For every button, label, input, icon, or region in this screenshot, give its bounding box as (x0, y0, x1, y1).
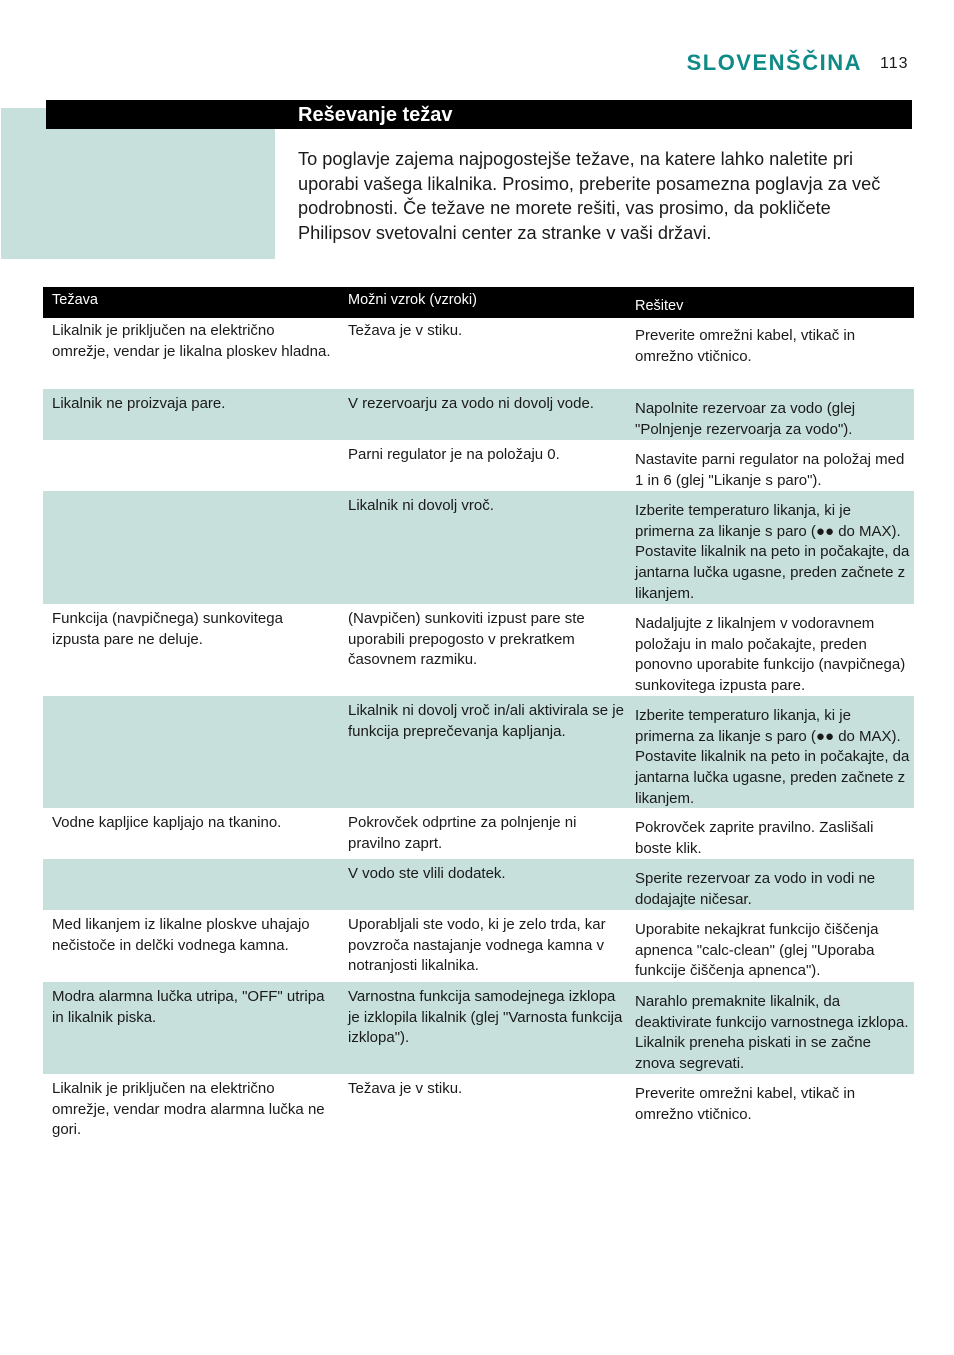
table-row (43, 440, 914, 491)
table-row (43, 318, 914, 389)
cause-cell: Likalnik ni dovolj vroč in/ali aktivirala se je funkcija preprečevanja kapljanja. (348, 702, 624, 740)
table-row (43, 859, 914, 910)
solution-cell: Narahlo premaknite likalnik, da deaktivirate funkcijo varnostnega izklopa. Likalnik preneha piskati in se začne znova segrevati. (635, 993, 909, 1073)
language-label: SLOVENŠČINA (686, 50, 862, 75)
problem-cell: Funkcija (navpičnega) sunkovitega izpusta pare ne deluje. (52, 610, 283, 648)
cause-cell: Parni regulator je na položaju 0. (348, 446, 560, 463)
table-row (43, 910, 914, 982)
table-row (43, 491, 914, 604)
problem-cell: Vodne kapljice kapljajo na tkanino. (52, 814, 282, 831)
table-row (43, 1074, 914, 1146)
decorative-side-box (1, 108, 275, 259)
header-cause: Možni vzrok (vzroki) (348, 292, 477, 308)
solution-cell: Nastavite parni regulator na položaj med 1 in 6 (glej "Likanje s paro"). (635, 451, 905, 489)
solution-cell: Preverite omrežni kabel, vtikač in omrežno vtičnico. (635, 1085, 856, 1123)
solution-cell: Sperite rezervoar za vodo in vodi ne dodajajte ničesar. (635, 870, 876, 908)
page-number: 113 (880, 55, 909, 72)
problem-cell: Likalnik je priključen na električno omrežje, vendar je likalna ploskev hladna. (52, 322, 331, 360)
cause-cell: V vodo ste vlili dodatek. (348, 865, 506, 882)
solution-cell: Pokrovček zaprite pravilno. Zaslišali boste klik. (635, 819, 874, 857)
solution-cell: Napolnite rezervoar za vodo (glej "Polnjenje rezervoarja za vodo"). (635, 400, 856, 438)
cause-cell: Uporabljali ste vodo, ki je zelo trda, kar povzroča nastajanje vodnega kamna v notranjosti likalnika. (348, 916, 606, 975)
table-row (43, 604, 914, 696)
section-title-bar (46, 100, 912, 129)
cause-cell: Likalnik ni dovolj vroč. (348, 497, 494, 514)
cause-cell: (Navpičen) sunkoviti izpust pare ste uporabili prepogosto v prekratkem časovnem razmiku. (348, 610, 585, 669)
problem-cell: Med likanjem iz likalne ploskve uhajajo nečistoče in delčki vodnega kamna. (52, 916, 310, 954)
troubleshooting-table (43, 287, 914, 1146)
solution-cell: Nadaljujte z likalnjem v vodoravnem položaju in malo počakajte, preden ponovno uporabite funkcijo (navpičnega) sunkovitega izpusta pare. (635, 615, 906, 695)
problem-cell: Likalnik ne proizvaja pare. (52, 395, 226, 412)
cause-cell: Težava je v stiku. (348, 1080, 463, 1097)
cause-cell: Pokrovček odprtine za polnjenje ni pravilno zaprt. (348, 814, 577, 852)
problem-cell: Modra alarmna lučka utripa, "OFF" utripa in likalnik piska. (52, 988, 325, 1026)
cause-cell: Težava je v stiku. (348, 322, 463, 339)
table-row (43, 982, 914, 1074)
table-row (43, 808, 914, 859)
solution-cell: Izberite temperaturo likanja, ki je primerna za likanje s paro (●● do MAX). Postavite likalnik na peto in počakajte, da jantarna lučka ugasne, preden začnete z likanjem. (635, 707, 910, 807)
section-title: Reševanje težav (298, 104, 453, 126)
header-problem: Težava (52, 292, 98, 308)
problem-cell: Likalnik je priključen na električno omrežje, vendar modra alarmna lučka ne gori. (52, 1080, 325, 1139)
header-solution: Rešitev (635, 298, 684, 314)
cause-cell: V rezervoarju za vodo ni dovolj vode. (348, 395, 594, 412)
intro-paragraph: To poglavje zajema najpogostejše težave, na katere lahko naletite pri uporabi vašega likalnika. Prosimo, preberite posamezna poglavja za več podrobnosti. Če težave ne morete rešiti, vas prosimo, da pokličete Philipsov svetovalni center za stranke v vaši državi. (298, 149, 881, 243)
cause-cell: Varnostna funkcija samodejnega izklopa je izklopila likalnik (glej "Varnosta funkcija izklopa"). (348, 988, 623, 1047)
table-row (43, 389, 914, 440)
table-header (43, 287, 914, 318)
table-row (43, 696, 914, 808)
solution-cell: Uporabite nekajkrat funkcijo čiščenja apnenca "calc-clean" (glej "Uporaba funkcije čiščenja apnenca"). (635, 921, 879, 980)
solution-cell: Preverite omrežni kabel, vtikač in omrežno vtičnico. (635, 327, 856, 365)
solution-cell: Izberite temperaturo likanja, ki je primerna za likanje s paro (●● do MAX). Postavite likalnik na peto in počakajte, da jantarna lučka ugasne, preden začnete z likanjem. (635, 502, 910, 602)
